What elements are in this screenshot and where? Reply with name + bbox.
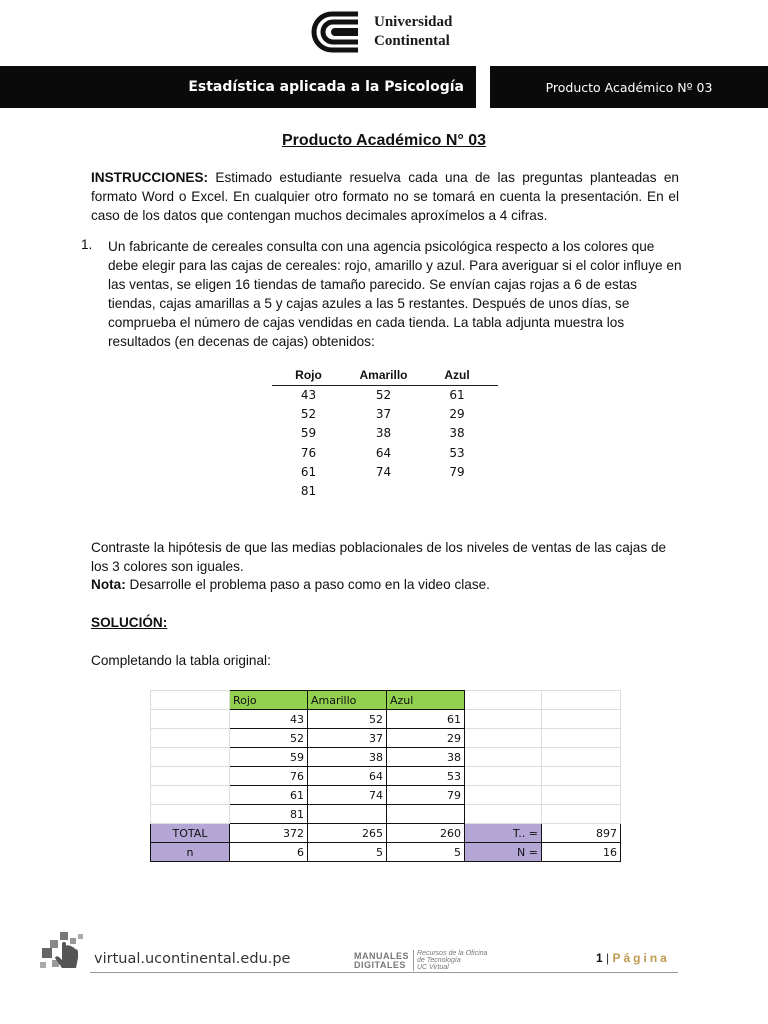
- contrast-paragraph: Contraste la hipótesis de que las medias poblacionales de los niveles de ventas de las cajas de los 3 colores son iguales.: [91, 540, 667, 574]
- data-header-rojo: Rojo: [295, 368, 322, 382]
- footer-url-link[interactable]: virtual.ucontinental.edu.pe: [94, 951, 291, 967]
- page-num: 1: [596, 951, 603, 965]
- table-cell: [151, 710, 230, 729]
- table-cell: [465, 805, 542, 824]
- table-cell: [422, 482, 492, 501]
- table-row: [272, 444, 498, 463]
- table-row: [151, 748, 621, 767]
- table-cell: 53: [449, 445, 465, 460]
- sheet-header-amarillo: Amarillo: [308, 691, 387, 710]
- big-n-value: 16: [542, 843, 621, 862]
- total-label: TOTAL: [151, 824, 230, 843]
- table-cell: 64: [308, 767, 387, 786]
- table-cell: 61: [449, 388, 465, 402]
- data-table: [272, 368, 498, 501]
- total-azul: 260: [387, 824, 465, 843]
- logo-side2: de Tecnología: [417, 957, 461, 964]
- question-text: Un fabricante de cereales consulta con una agencia psicológica respecto a los colores que debe elegir para las cajas de cereales: rojo, amarillo y azul. Para averiguar si el color influye en las ventas, se eligen 16 tiendas de tamaño parecido. Se envían cajas rojas a 6 de estas tiendas, cajas amarillas a 5 y cajas azules a las 5 restantes. Después de unos días, se comprueba el número de cajas vendidas en cada tienda. La tabla adjunta muestra los resultados (en decenas de cajas) obtenidos:: [108, 239, 682, 349]
- table-row: [151, 786, 621, 805]
- table-cell: 37: [308, 729, 387, 748]
- table-cell: 38: [449, 426, 465, 441]
- table-cell: 79: [449, 464, 465, 479]
- logo-big2: DIGITALES: [354, 959, 406, 970]
- table-row: [151, 729, 621, 748]
- table-cell: [387, 805, 465, 824]
- logo-line2: Continental: [374, 33, 450, 49]
- course-banner: [0, 66, 476, 108]
- instructions-paragraph: [91, 168, 679, 225]
- table-cell: [345, 482, 422, 501]
- table-cell: [465, 748, 542, 767]
- completing-text: Completando la tabla original:: [91, 653, 271, 668]
- table-cell: [308, 805, 387, 824]
- table-cell: [542, 729, 621, 748]
- sheet-header-rojo: Rojo: [230, 691, 308, 710]
- table-row: [272, 482, 498, 501]
- table-cell: [151, 786, 230, 805]
- table-cell: 52: [308, 710, 387, 729]
- table-cell: 43: [300, 388, 317, 402]
- instructions-text: Estimado estudiante resuelva cada una de las preguntas planteadas en formato Word o Excel. En cualquier otro formato no se tomará en cuenta la presentación. En el caso de los datos que contengan muchos decimales aproxímelos a 4 cifras.: [91, 170, 679, 223]
- page-word: Página: [612, 951, 670, 965]
- table-cell: 37: [375, 407, 392, 422]
- table-cell: [465, 767, 542, 786]
- table-cell: 52: [375, 388, 392, 402]
- product-title: Producto Académico Nº 03: [545, 79, 713, 95]
- table-cell: [542, 710, 621, 729]
- table-cell: 43: [230, 710, 308, 729]
- table-row: [272, 405, 498, 424]
- table-cell: [151, 729, 230, 748]
- n-amarillo: 5: [308, 843, 387, 862]
- spreadsheet-table: [150, 690, 621, 862]
- total-amarillo: 265: [308, 824, 387, 843]
- logo-line1: Universidad: [374, 14, 453, 30]
- university-logo-icon: [306, 10, 368, 54]
- table-cell: [151, 805, 230, 824]
- grand-total-label: T.. =: [465, 824, 542, 843]
- table-row: [151, 710, 621, 729]
- table-cell: 81: [300, 483, 317, 498]
- n-label: n: [151, 843, 230, 862]
- table-cell: 79: [387, 786, 465, 805]
- table-row: [272, 386, 498, 405]
- data-header-azul: Azul: [444, 368, 470, 382]
- solution-heading: SOLUCIÓN:: [91, 615, 168, 630]
- table-cell: 74: [375, 464, 392, 479]
- table-cell: 61: [300, 464, 317, 479]
- table-cell: 29: [449, 407, 465, 422]
- table-cell: 76: [230, 767, 308, 786]
- table-cell: 38: [375, 426, 392, 441]
- table-cell: 61: [387, 710, 465, 729]
- table-cell: [151, 748, 230, 767]
- table-cell: 38: [387, 748, 465, 767]
- table-cell: 52: [300, 407, 317, 422]
- university-logo: [306, 10, 452, 54]
- table-row: [151, 805, 621, 824]
- table-cell: 64: [375, 445, 392, 460]
- table-row: [151, 767, 621, 786]
- big-n-label: N =: [465, 843, 542, 862]
- table-cell: [465, 691, 542, 710]
- table-cell: [542, 805, 621, 824]
- grand-total-value: 897: [542, 824, 621, 843]
- footer-divider: [90, 972, 678, 973]
- table-row: [272, 463, 498, 482]
- table-cell: [465, 710, 542, 729]
- product-banner: [490, 66, 768, 108]
- course-title: Estadística aplicada a la Psicología: [188, 79, 464, 95]
- n-azul: 5: [387, 843, 465, 862]
- table-cell: [542, 691, 621, 710]
- table-cell: 59: [300, 426, 317, 441]
- table-cell: 61: [230, 786, 308, 805]
- touch-hand-icon: [38, 930, 90, 974]
- logo-side3: UC Virtual: [417, 964, 449, 971]
- table-row: [272, 424, 498, 443]
- table-cell: 81: [230, 805, 308, 824]
- question-number: 1.: [81, 237, 93, 252]
- sheet-header-azul: Azul: [387, 691, 465, 710]
- table-cell: 53: [387, 767, 465, 786]
- data-header-amarillo: Amarillo: [359, 368, 408, 382]
- table-cell: 52: [230, 729, 308, 748]
- total-row: [151, 824, 621, 843]
- table-cell: 59: [230, 748, 308, 767]
- table-cell: [151, 691, 230, 710]
- table-cell: [151, 767, 230, 786]
- page-title: Producto Académico N° 03: [281, 132, 487, 149]
- table-row: [151, 691, 621, 710]
- note-label: Nota:: [91, 577, 126, 592]
- page-sep: |: [602, 951, 613, 965]
- table-cell: 74: [308, 786, 387, 805]
- logo-big1: MANUALES: [354, 950, 409, 961]
- note-paragraph: [91, 575, 679, 594]
- table-cell: 29: [387, 729, 465, 748]
- data-table-header: [272, 368, 498, 386]
- total-rojo: 372: [230, 824, 308, 843]
- note-text: Desarrolle el problema paso a paso como en la video clase.: [125, 577, 490, 592]
- page-number: [596, 951, 670, 965]
- table-cell: 76: [300, 445, 317, 460]
- table-cell: [542, 786, 621, 805]
- n-row: [151, 843, 621, 862]
- table-cell: [465, 729, 542, 748]
- table-cell: [542, 767, 621, 786]
- table-cell: [542, 748, 621, 767]
- manuales-digitales-logo: [354, 950, 487, 971]
- table-cell: 38: [308, 748, 387, 767]
- n-rojo: 6: [230, 843, 308, 862]
- table-cell: [465, 786, 542, 805]
- instructions-label: INSTRUCCIONES:: [91, 170, 209, 185]
- logo-side1: Recursos de la Oficina: [417, 950, 488, 957]
